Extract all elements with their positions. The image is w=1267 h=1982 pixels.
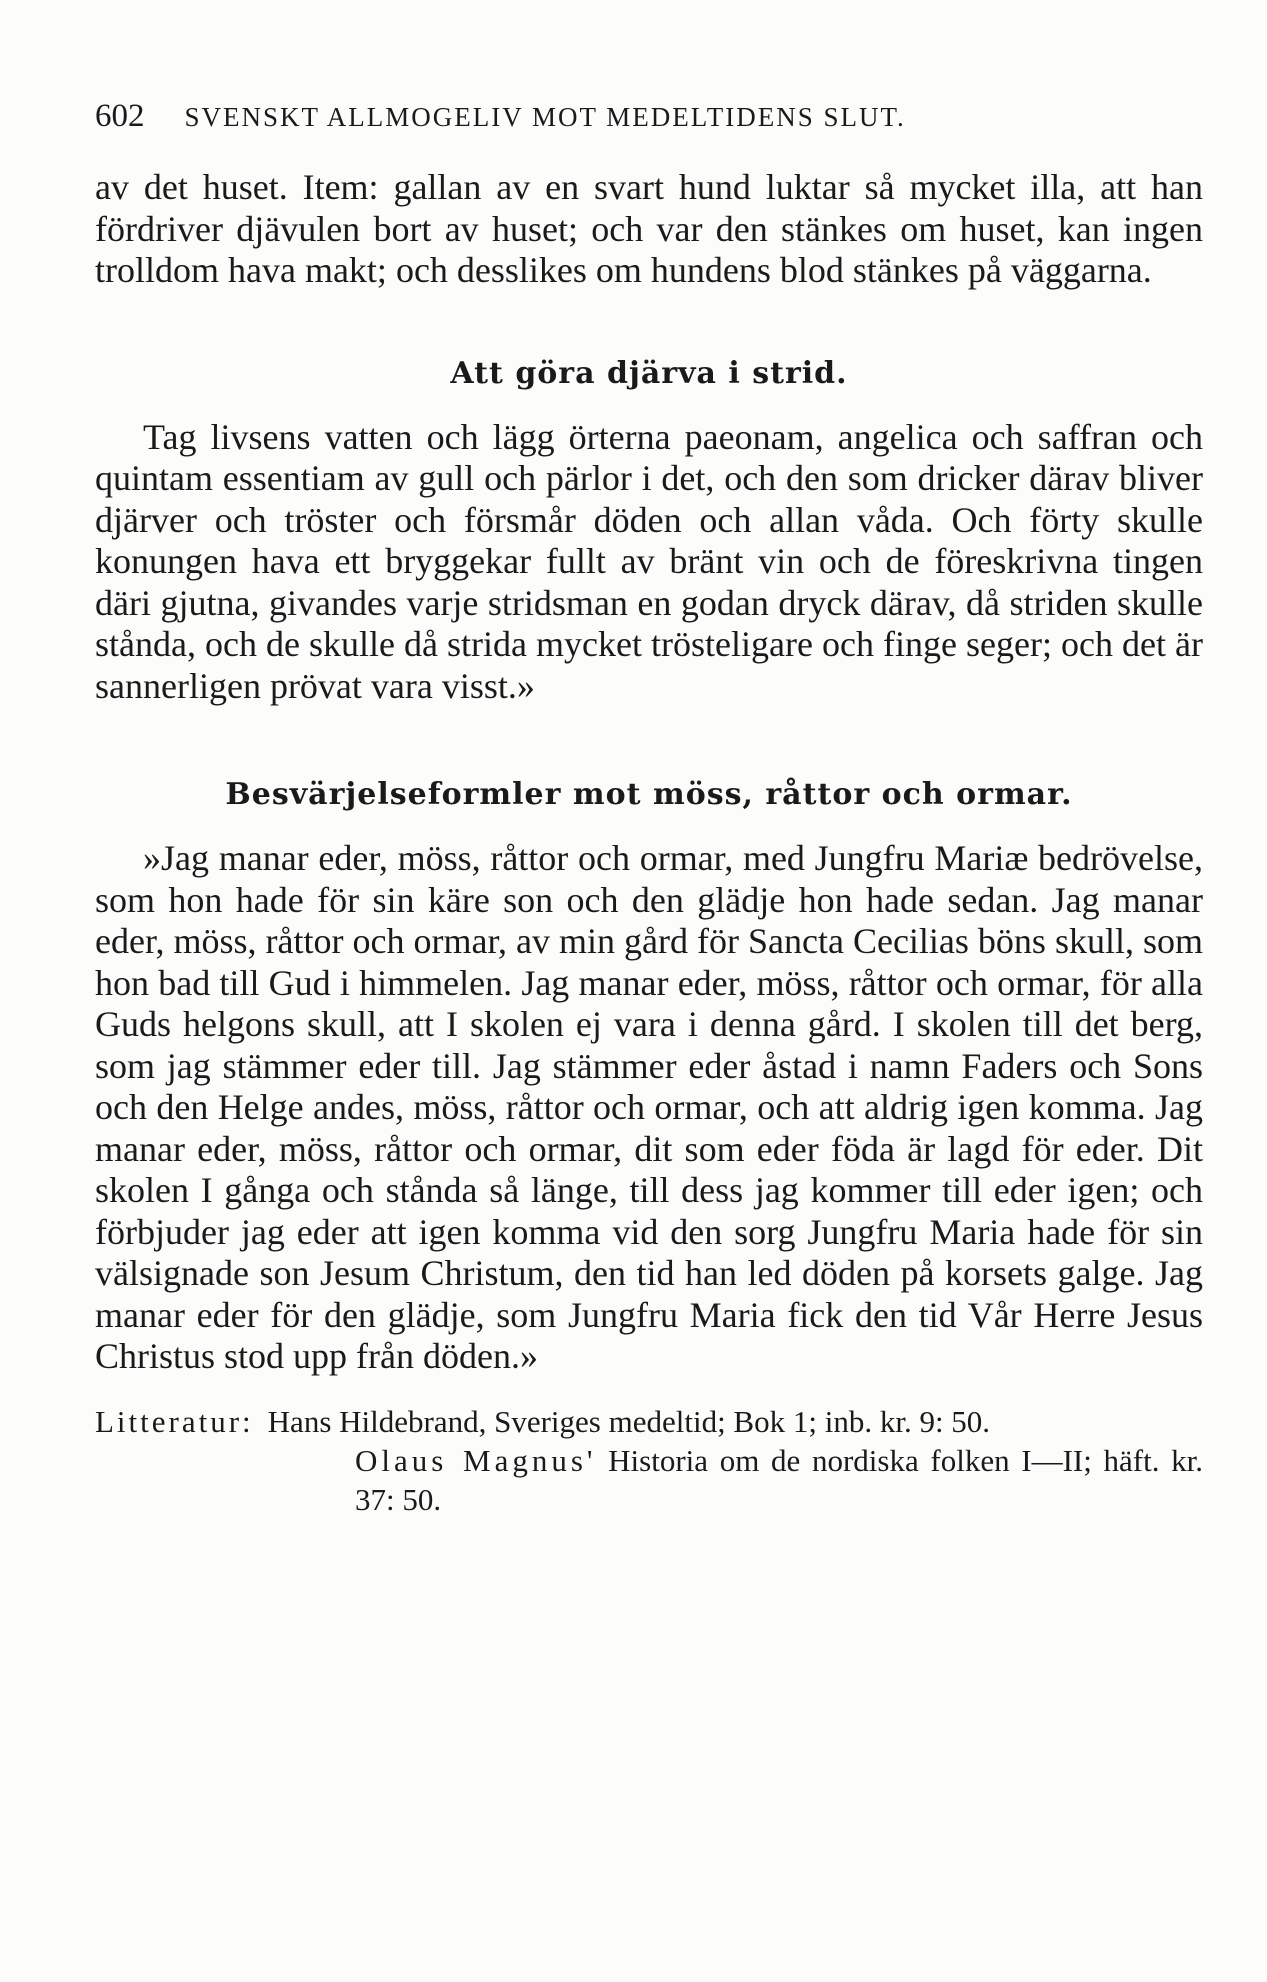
literature-entry-2-author: Olaus Magnus' (355, 1442, 597, 1478)
running-title: SVENSKT ALLMOGELIV MOT MEDELTIDENS SLUT. (184, 102, 906, 132)
paragraph-intro: av det huset. Item: gallan av en svart hund luktar så mycket illa, att han fördriver djävulen bort av huset; och var den stänkes om huset, kan ingen trolldom hava makt; och desslikes om hundens blod stänkes på väggarna. (95, 167, 1203, 290)
literature-entry-2-text: Historia om de nordiska folken I—II; häft. kr. 37: 50. (355, 1442, 1204, 1517)
paragraph-formler: »Jag manar eder, möss, råttor och ormar, med Jungfru Mariæ bedrövelse, som hon hade för sin käre son och den glädje hon hade sedan. Jag manar eder, möss, råttor och ormar, av min gård för Sancta Cecilias böns skull, som hon bad till Gud i himmelen. Jag manar eder, möss, råttor och ormar, för alla Guds helgons skull, att I skolen ej vara i denna gård. I skolen till det berg, som jag stämmer eder till. Jag stämmer eder åstad i namn Faders och Sons och den Helge andes, möss, råttor och ormar, och att aldrig igen komma. Jag manar eder, möss, råttor och ormar, dit som eder föda är lagd för eder. Dit skolen I gånga och stånda så länge, till dess jag kommer till eder igen; och förbjuder jag eder att igen komma vid den sorg Jungfru Maria hade för sin välsignade son Jesum Christum, den tid han led döden på korsets galge. Jag manar eder för den glädje, som Jungfru Maria fick den tid Vår Herre Jesus Christus stod upp från döden.» (95, 838, 1203, 1376)
page-number: 602 (95, 98, 145, 134)
paragraph-strid: Tag livsens vatten och lägg örterna paeonam, angelica och saffran och quintam essentiam av gull och pärlor i det, och den som dricker därav bliver djärver och tröster och försmår döden och allan våda. Och förty skulle konungen hava ett bryggekar fullt av bränt vin och de föreskrivna tingen däri gjutna, givandes varje stridsman en godan dryck därav, då striden skulle stånda, och de skulle då strida mycket trösteligare och finge seger; och det är sannerligen prövat vara visst.» (95, 416, 1203, 706)
literature-section (95, 1402, 1203, 1519)
literature-label: Litteratur: (95, 1403, 254, 1439)
literature-entry-1: Hans Hildebrand, Sveriges medeltid; Bok 1; inb. kr. 9: 50. (267, 1403, 991, 1439)
running-head (95, 98, 1203, 135)
section-heading-formler: Besvärjelseformler mot möss, råttor och ormar. (225, 777, 1073, 812)
literature-entry-2 (95, 1441, 1203, 1519)
section-heading-strid: Att göra djärva i strid. (450, 355, 848, 391)
book-page (95, 98, 1203, 1519)
literature-row (95, 1402, 1203, 1441)
